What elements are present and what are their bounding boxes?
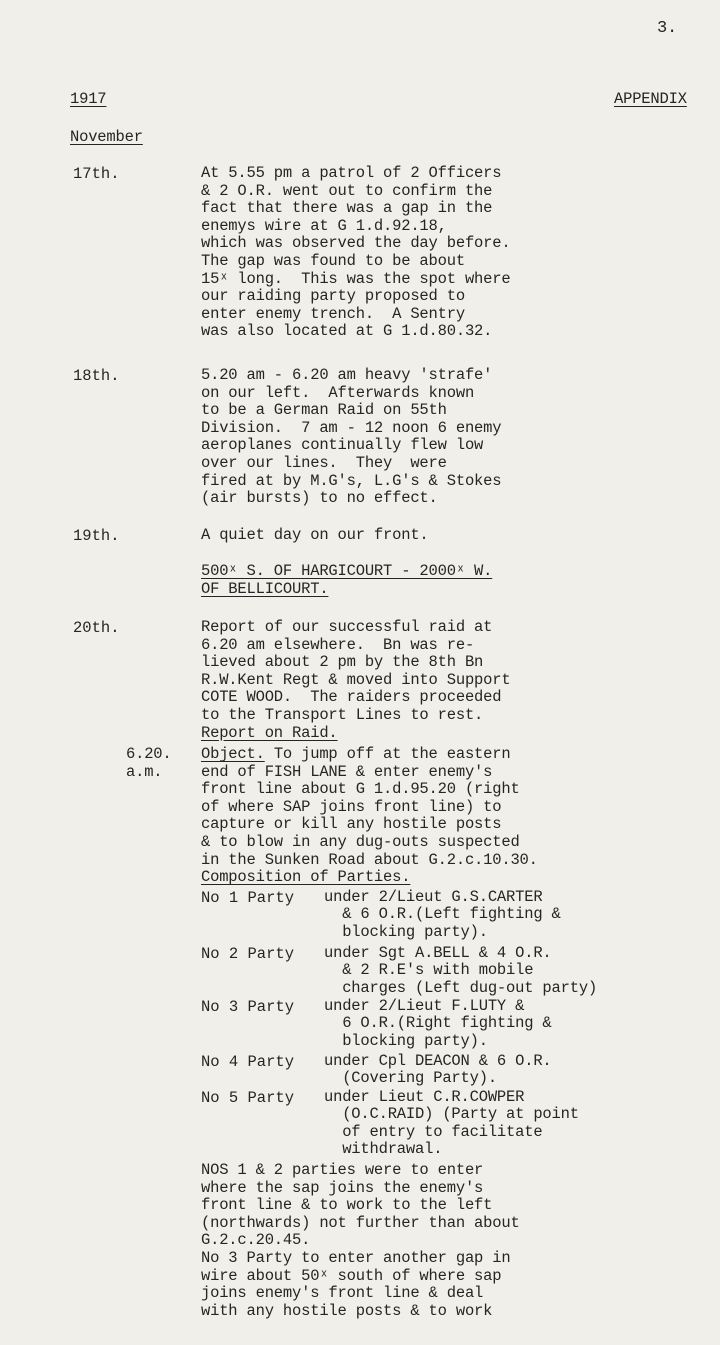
location-line-1: 500ˣ S. OF HARGICOURT - 2000ˣ W. xyxy=(201,562,493,580)
party-label: No 4 Party xyxy=(201,1053,295,1071)
text-line: (air bursts) to no effect. xyxy=(201,489,438,508)
text-line: A quiet day on our front. xyxy=(201,526,429,544)
text-line: blocking party). xyxy=(324,922,488,941)
party-details xyxy=(324,889,561,941)
composition-heading: Composition of Parties. xyxy=(201,868,411,887)
text-line: 15ˣ long. This was the spot where xyxy=(201,269,511,288)
text-line: with any hostile posts & to work xyxy=(201,1301,493,1320)
party-details xyxy=(324,1053,552,1088)
object-first-line xyxy=(201,746,711,764)
text-line: enemys wire at G 1.d.92.18, xyxy=(201,216,447,235)
text-line: under Cpl DEACON & 6 O.R. xyxy=(324,1052,552,1070)
text-line: our raiding party proposed to xyxy=(201,287,465,306)
text-line: end of FISH LANE & enter enemy's xyxy=(201,762,493,781)
text-line: G.2.c.20.45. xyxy=(201,1231,311,1250)
text-line: The gap was found to be about xyxy=(201,251,465,270)
entry-date: 20th. xyxy=(73,619,120,637)
text-line: Report of our successful raid at xyxy=(201,618,493,636)
text-line: over our lines. They were xyxy=(201,453,447,472)
text-line: front line & to work to the left xyxy=(201,1196,493,1215)
text-line: R.W.Kent Regt & moved into Support xyxy=(201,670,511,689)
party-details xyxy=(324,998,552,1050)
text-line: 6 O.R.(Right fighting & xyxy=(324,1014,552,1033)
text-line: aeroplanes continually flew low xyxy=(201,436,484,455)
year-heading: 1917 xyxy=(70,90,107,108)
text-line: (northwards) not further than about xyxy=(201,1213,520,1232)
text-line: of entry to facilitate xyxy=(324,1122,543,1141)
text-line: COTE WOOD. The raiders proceeded xyxy=(201,688,502,707)
raid-time-ampm: a.m. xyxy=(126,763,163,781)
text-line: under Lieut C.R.COWPER xyxy=(324,1088,525,1106)
text-line: withdrawal. xyxy=(324,1139,443,1158)
text-line: (Covering Party). xyxy=(324,1069,497,1088)
text-line: which was observed the day before. xyxy=(201,234,511,253)
text-line: under 2/Lieut G.S.CARTER xyxy=(324,888,543,906)
text-line: capture or kill any hostile posts xyxy=(201,815,502,834)
text-line: & to blow in any dug-outs suspected xyxy=(201,832,520,851)
entry-date: 19th. xyxy=(73,527,120,545)
entry-date: 18th. xyxy=(73,367,120,385)
text-line: lieved about 2 pm by the 8th Bn xyxy=(201,653,484,672)
month-heading: November xyxy=(70,128,143,146)
raid-time: 6.20. xyxy=(126,745,172,763)
appendix-heading: APPENDIX xyxy=(614,90,687,108)
text-line: was also located at G 1.d.80.32. xyxy=(201,322,493,341)
text-line: & 6 O.R.(Left fighting & xyxy=(324,905,561,924)
text-line: to the Transport Lines to rest. xyxy=(201,705,484,724)
text-line: 6.20 am elsewhere. Bn was re- xyxy=(201,635,475,654)
entry-date: 17th. xyxy=(73,165,120,183)
raid-object xyxy=(201,746,711,887)
text-line: under 2/Lieut F.LUTY & xyxy=(324,997,525,1015)
party-details xyxy=(324,1089,579,1158)
text-line: charges (Left dug-out party) xyxy=(324,978,598,997)
entry-text xyxy=(201,527,711,545)
text-line: At 5.55 pm a patrol of 2 Officers xyxy=(201,164,502,182)
party-label: No 2 Party xyxy=(201,945,295,963)
text-line: where the sap joins the enemy's xyxy=(201,1178,484,1197)
text-line: Division. 7 am - 12 noon 6 enemy xyxy=(201,418,502,437)
entry-text xyxy=(201,165,711,341)
text-line: joins enemy's front line & deal xyxy=(201,1284,484,1303)
text-line: blocking party). xyxy=(324,1031,488,1050)
text-line: wire about 50ˣ south of where sap xyxy=(201,1266,502,1285)
party-label: No 3 Party xyxy=(201,998,295,1016)
party-label: No 5 Party xyxy=(201,1089,295,1107)
text-line: on our left. Afterwards known xyxy=(201,383,475,402)
party-details xyxy=(324,945,597,997)
text-line: (O.C.RAID) (Party at point xyxy=(324,1105,579,1124)
text-line: front line about G 1.d.95.20 (right xyxy=(201,780,520,799)
text-line: enter enemy trench. A Sentry xyxy=(201,304,465,323)
text-line: of where SAP joins front line) to xyxy=(201,797,502,816)
text-line: No 3 Party to enter another gap in xyxy=(201,1248,511,1267)
text-line: fact that there was a gap in the xyxy=(201,199,493,218)
object-text: To jump off at the eastern xyxy=(264,745,511,763)
text-line: & 2 O.R. went out to confirm the xyxy=(201,181,493,200)
report-heading: Report on Raid. xyxy=(201,723,338,742)
page-number: 3. xyxy=(657,19,678,38)
text-line: to be a German Raid on 55th xyxy=(201,401,447,420)
location-heading xyxy=(201,563,711,598)
text-line: fired at by M.G's, L.G's & Stokes xyxy=(201,471,502,490)
text-line: & 2 R.E's with mobile xyxy=(324,961,534,980)
entry-text xyxy=(201,367,711,508)
object-label: Object. xyxy=(201,745,265,763)
text-line: 5.20 am - 6.20 am heavy 'strafe' xyxy=(201,366,493,384)
text-line: in the Sunken Road about G.2.c.10.30. xyxy=(201,850,538,869)
text-line: NOS 1 & 2 parties were to enter xyxy=(201,1161,484,1179)
location-line-2: OF BELLICOURT. xyxy=(201,579,329,598)
closing-text xyxy=(201,1162,711,1320)
party-label: No 1 Party xyxy=(201,889,295,907)
text-line: under Sgt A.BELL & 4 O.R. xyxy=(324,944,552,962)
entry-text xyxy=(201,619,711,742)
